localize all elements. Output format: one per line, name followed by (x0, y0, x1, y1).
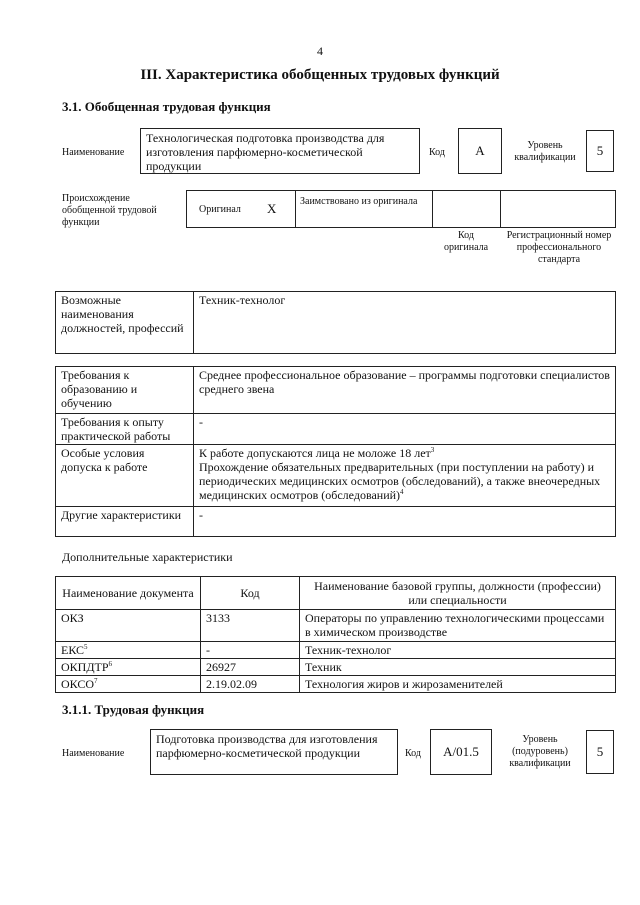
gtf-code-original-label: Код оригинала (443, 230, 489, 253)
tf-level-value: 5 (586, 730, 614, 774)
origin-divider (295, 190, 296, 228)
gtf-name-value: Технологическая подготовка производства для изготовления парфюмерно-косметической продукции (140, 128, 420, 174)
footnote-mark: 6 (108, 660, 113, 668)
gtf-code-label: Код (429, 147, 445, 158)
row-name: Технология жиров и жирозаменителей (300, 676, 616, 693)
doc-name: ОКСО (61, 677, 95, 691)
positions-value: Техник-технолог (194, 292, 616, 354)
doc-name: ОКЗ (61, 611, 84, 625)
additional-header-name: Наименование базовой группы, должности (профессии) или специальности (300, 577, 616, 610)
positions-table (55, 291, 616, 354)
doc-name: ОКПДТР (61, 660, 109, 674)
gtf-original-label: Оригинал (199, 204, 241, 215)
gtf-original-mark: X (267, 201, 277, 216)
footnote-mark: 4 (400, 488, 404, 496)
req-other-value: - (194, 507, 616, 537)
row-doc (56, 610, 201, 642)
gtf-heading: 3.1. Обобщенная трудовая функция (62, 99, 271, 114)
req-experience-value: - (194, 414, 616, 445)
table-row (56, 676, 616, 693)
table-row (56, 610, 616, 642)
row-doc (56, 676, 201, 693)
gtf-reg-number-label: Регистрационный номер профессионального стандарта (506, 230, 612, 265)
origin-divider (432, 190, 433, 228)
section-title: III. Характеристика обобщенных трудовых функций (140, 67, 500, 83)
tf-level-label: Уровень (подуровень) квалификации (509, 734, 571, 769)
doc-name: ЕКС (61, 643, 85, 657)
requirements-table (55, 366, 616, 537)
tf-heading: 3.1.1. Трудовая функция (62, 702, 205, 717)
footnote-mark: 7 (94, 677, 98, 685)
gtf-level-value: 5 (586, 130, 614, 172)
row-name: Техник (300, 659, 616, 676)
gtf-code-value: A (458, 128, 502, 174)
req-other-label: Другие характеристики (56, 507, 194, 537)
additional-header-code: Код (201, 577, 300, 610)
req-education-label: Требования к образованию и обучению (56, 367, 194, 414)
row-code: 26927 (201, 659, 300, 676)
additional-table (55, 576, 616, 693)
tf-code-label: Код (405, 748, 421, 759)
tf-name-label: Наименование (62, 748, 125, 759)
gtf-name-label: Наименование (62, 147, 125, 158)
row-code: - (201, 642, 300, 659)
gtf-level-label: Уровень квалификации (514, 140, 576, 163)
footnote-mark: 5 (84, 643, 88, 651)
table-row (56, 642, 616, 659)
additional-heading: Дополнительные характеристики (62, 550, 233, 564)
table-row (56, 659, 616, 676)
row-code: 2.19.02.09 (201, 676, 300, 693)
admission-line-2: Прохождение обязательных предварительных (при поступлении на работу) и периодических медицинских осмотров (обследований), а также внеочередных медицинских осмотров (обследований) (199, 460, 601, 502)
row-code: 3133 (201, 610, 300, 642)
req-admission-label: Особые условия допуска к работе (56, 445, 194, 507)
page-number: 4 (317, 44, 323, 58)
footnote-mark: 3 (430, 446, 435, 454)
tf-code-value: A/01.5 (430, 729, 492, 775)
tf-name-value: Подготовка производства для изготовления парфюмерно-косметической продукции (150, 729, 398, 775)
row-name: Техник-технолог (300, 642, 616, 659)
admission-line-1: К работе допускаются лица не моложе 18 лет (199, 446, 431, 460)
gtf-borrowed-label: Заимствовано из оригинала (300, 196, 418, 207)
positions-label: Возможные наименования должностей, профессий (56, 292, 194, 354)
origin-divider (500, 190, 501, 228)
req-admission-value (194, 445, 616, 507)
row-doc (56, 659, 201, 676)
gtf-origin-label: Происхождение обобщенной трудовой функции (62, 193, 157, 228)
additional-header-doc: Наименование документа (56, 577, 201, 610)
req-education-value: Среднее профессиональное образование – программы подготовки специалистов среднего звена (194, 367, 616, 414)
row-doc (56, 642, 201, 659)
row-name: Операторы по управлению технологическими процессами в химическом производстве (300, 610, 616, 642)
req-experience-label: Требования к опыту практической работы (56, 414, 194, 445)
